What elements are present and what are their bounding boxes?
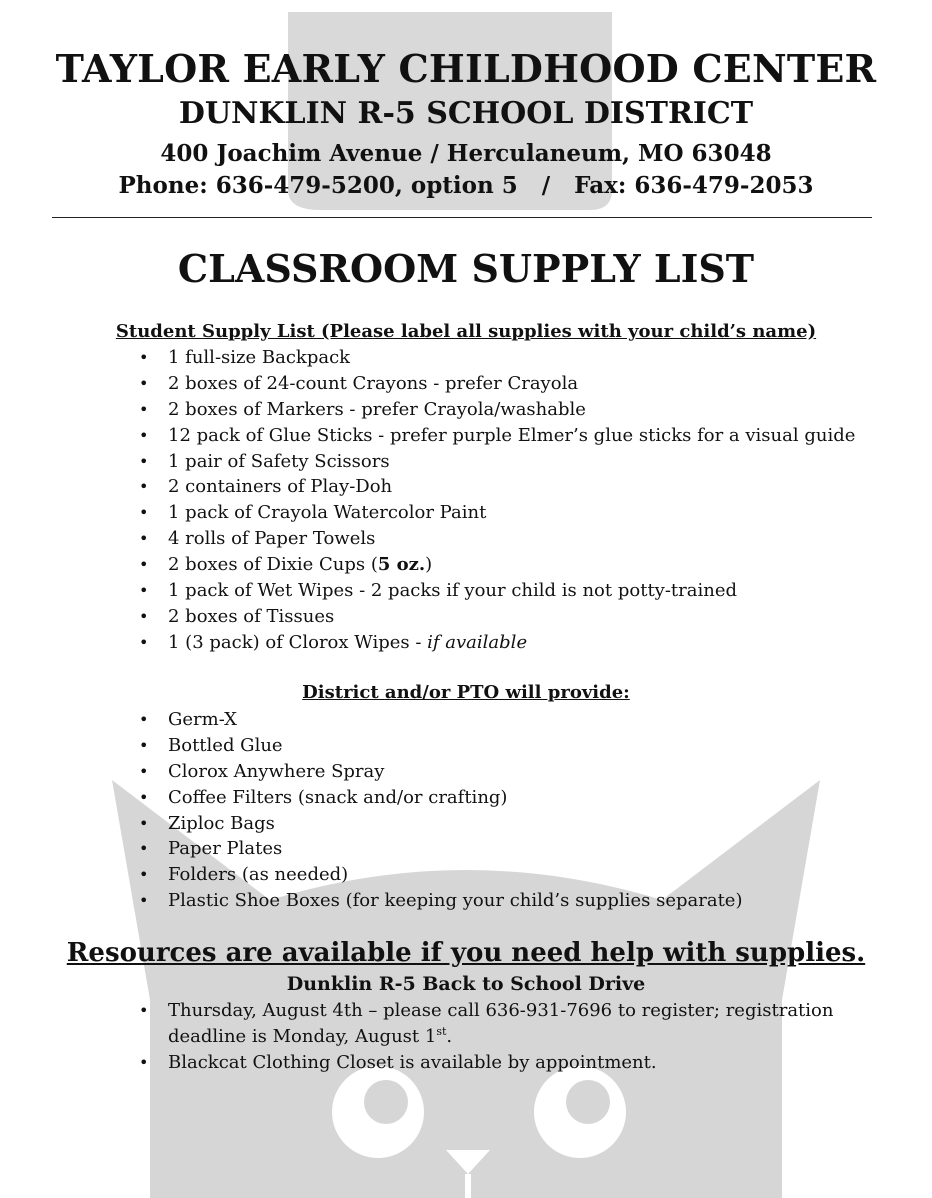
bullet-icon: • bbox=[139, 1053, 149, 1072]
header-divider bbox=[52, 217, 872, 218]
bullet-icon: • bbox=[139, 761, 149, 781]
bullet-icon: • bbox=[139, 555, 149, 575]
bullet-icon: • bbox=[139, 735, 149, 755]
list-item: • Ziploc Bags bbox=[139, 811, 742, 837]
list-item: • 12 pack of Glue Sticks - prefer purple Elmer’s glue sticks for a visual guide bbox=[139, 423, 855, 449]
resources-list bbox=[139, 998, 859, 1076]
clorox-note: if available bbox=[427, 631, 528, 653]
bullet-icon: • bbox=[139, 1001, 149, 1020]
list-item: • 2 boxes of 24-count Crayons - prefer Crayola bbox=[139, 371, 855, 397]
list-item: • Bottled Glue bbox=[139, 733, 742, 759]
bullet-icon: • bbox=[139, 710, 149, 729]
list-item: • 2 boxes of Dixie Cups (5 oz.) bbox=[139, 552, 855, 578]
bullet-icon: • bbox=[139, 865, 149, 885]
district-provides-list bbox=[139, 707, 742, 914]
school-name: TAYLOR EARLY CHILDHOOD CENTER bbox=[55, 46, 877, 91]
bullet-icon: • bbox=[139, 477, 149, 497]
bullet-icon: • bbox=[139, 891, 149, 911]
district-provides-heading: District and/or PTO will provide: bbox=[302, 682, 630, 703]
district-name: DUNKLIN R-5 SCHOOL DISTRICT bbox=[178, 96, 754, 131]
list-item: • Paper Plates bbox=[139, 836, 742, 862]
resources-heading: Resources are available if you need help with supplies. bbox=[66, 938, 866, 968]
back-to-school-drive-title: Dunklin R-5 Back to School Drive bbox=[286, 973, 646, 995]
list-item: • Thursday, August 4th – please call 636-931-7696 to register; registration deadline is Monday, August 1st. bbox=[139, 1000, 834, 1047]
bullet-icon: • bbox=[139, 606, 149, 626]
list-item: • 2 boxes of Tissues bbox=[139, 604, 855, 630]
list-item: • Clorox Anywhere Spray bbox=[139, 759, 742, 785]
list-item: • 4 rolls of Paper Towels bbox=[139, 526, 855, 552]
bullet-icon: • bbox=[139, 425, 149, 445]
bullet-icon: • bbox=[139, 632, 149, 652]
address: 400 Joachim Avenue / Herculaneum, MO 63048 bbox=[160, 140, 772, 167]
student-supply-heading: Student Supply List (Please label all supplies with your child’s name) bbox=[115, 321, 817, 342]
list-item: • Plastic Shoe Boxes (for keeping your child’s supplies separate) bbox=[139, 888, 742, 914]
list-item: • Coffee Filters (snack and/or crafting) bbox=[139, 785, 742, 811]
list-item: • 1 (3 pack) of Clorox Wipes - if available bbox=[139, 630, 855, 656]
phone-fax: Phone: 636-479-5200, option 5 / Fax: 636-479-2053 bbox=[118, 172, 814, 199]
bullet-icon: • bbox=[139, 529, 149, 549]
list-item: • 1 full-size Backpack bbox=[139, 345, 855, 371]
list-item: • 2 boxes of Markers - prefer Crayola/washable bbox=[139, 397, 855, 423]
list-item: • Germ-X bbox=[139, 707, 742, 733]
list-item: • 1 pair of Safety Scissors bbox=[139, 449, 855, 475]
list-item: • Blackcat Clothing Closet is available by appointment. bbox=[139, 1050, 859, 1076]
bullet-icon: • bbox=[139, 839, 149, 859]
bullet-icon: • bbox=[139, 348, 149, 367]
bullet-icon: • bbox=[139, 581, 149, 601]
list-item: • 1 pack of Wet Wipes - 2 packs if your child is not potty-trained bbox=[139, 578, 855, 604]
student-supply-list bbox=[139, 345, 855, 656]
dixie-cup-size: 5 oz. bbox=[377, 554, 426, 576]
page-title: CLASSROOM SUPPLY LIST bbox=[177, 246, 755, 291]
list-item: • 2 containers of Play-Doh bbox=[139, 474, 855, 500]
bullet-icon: • bbox=[139, 373, 149, 393]
bullet-icon: • bbox=[139, 399, 149, 419]
bullet-icon: • bbox=[139, 787, 149, 807]
bullet-icon: • bbox=[139, 503, 149, 523]
list-item: • 1 pack of Crayola Watercolor Paint bbox=[139, 500, 855, 526]
bullet-icon: • bbox=[139, 451, 149, 471]
list-item: • Folders (as needed) bbox=[139, 862, 742, 888]
bullet-icon: • bbox=[139, 813, 149, 833]
